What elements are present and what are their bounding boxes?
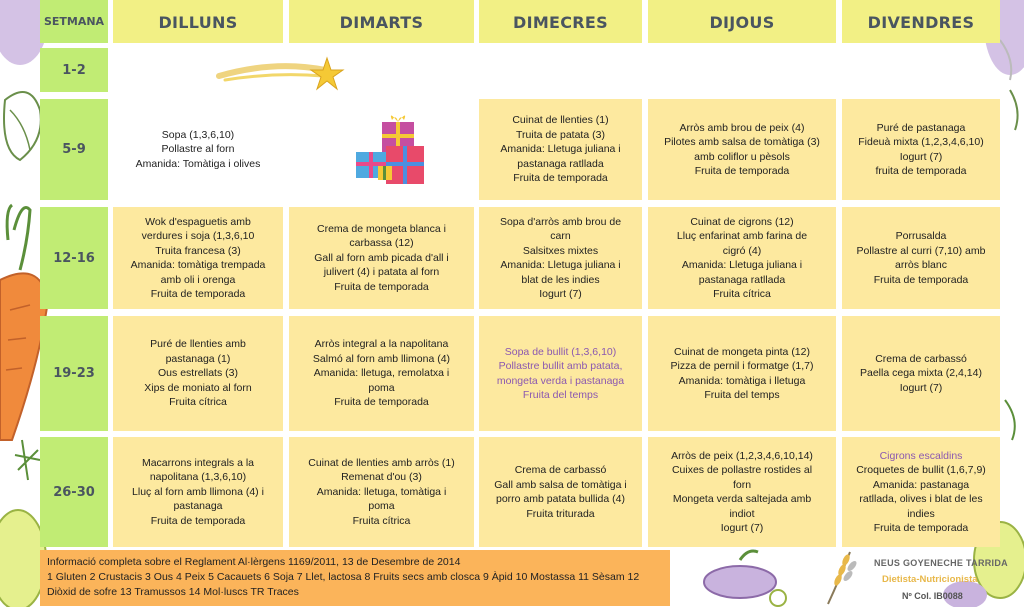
menu-line: Cigrons escaldins: [879, 449, 963, 462]
menu-line: ratllada, olives i blat de les: [859, 493, 983, 505]
menu-line: Truita francesa (3): [155, 244, 241, 257]
day-header-monday: DILLUNS: [113, 0, 283, 43]
menu-line: indiot: [729, 507, 755, 520]
menu-cell: [648, 316, 836, 431]
menu-line: Fruita de temporada: [873, 273, 969, 286]
week-label: 26-30: [40, 437, 108, 547]
shooting-star-icon: [215, 50, 345, 100]
menu-line: Amanida: tomàtiga i lletuga: [678, 374, 806, 387]
menu-line: Cuinat de mongeta pinta (12): [673, 345, 810, 358]
menu-line: Fruita de temporada: [334, 396, 429, 409]
menu-line: Fruita cítrica: [713, 288, 771, 300]
menu-line: Crema de mongeta blanca i: [317, 222, 446, 235]
menu-line: Fruita triturada: [526, 507, 595, 520]
menu-line: Fruita de temporada: [873, 522, 969, 534]
menu-line: Fruita de temporada: [694, 165, 790, 177]
menu-line: Amanida: lletuga, remolatxa i: [313, 367, 450, 380]
menu-line: Fruita de temporada: [334, 280, 429, 293]
menu-line: Lluç al forn amb llimona (4) i: [132, 485, 264, 498]
menu-line: Lluç enfarinat amb farina de: [676, 230, 808, 242]
menu-line: Macarrons integrals a la: [141, 456, 255, 469]
menu-line: pastanaga ratllada: [698, 273, 786, 286]
menu-line: blat de les indies: [521, 273, 600, 286]
menu-line: verdures i soja (1,3,6,10: [141, 230, 255, 242]
menu-cell: [479, 316, 642, 431]
menu-line: Iogurt (7): [899, 150, 943, 163]
menu-line: Paella cega mixta (2,4,14): [860, 367, 982, 380]
menu-line: Sopa d'arròs amb brou de: [499, 215, 622, 228]
wheat-logo-icon: [820, 548, 868, 606]
menu-line: Arròs de peix (1,2,3,4,6,10,14): [671, 449, 813, 462]
menu-line: Fruita del temps: [522, 389, 599, 401]
menu-cell: [289, 437, 474, 547]
menu-line: Ous estrellats (3): [158, 367, 238, 380]
menu-line: napolitana (1,3,6,10): [149, 471, 247, 484]
day-header-tuesday: DIMARTS: [289, 0, 474, 43]
menu-line: Gall amb salsa de tomàtiga i: [494, 478, 627, 491]
dietitian-license: Nº Col. IB0088: [902, 591, 963, 601]
menu-cell: [648, 99, 836, 200]
menu-cell: [842, 207, 1000, 309]
day-header-friday: DIVENDRES: [842, 0, 1000, 43]
menu-cell: [842, 316, 1000, 431]
menu-line: Amanida: tomàtiga trempada: [130, 259, 266, 271]
menu-cell: [479, 437, 642, 547]
menu-line: Fideuà mixta (1,2,3,4,6,10): [858, 136, 984, 148]
allergen-legend: [40, 550, 670, 606]
day-header-wednesday: DIMECRES: [479, 0, 642, 43]
week-label: 5-9: [40, 99, 108, 200]
menu-line: Amanida: Lletuga juliana i: [681, 259, 803, 271]
menu-line: poma: [368, 500, 395, 513]
menu-line: Cuinat de cigrons (12): [690, 215, 794, 228]
allergen-regulation-text: Informació completa sobre el Reglament Al·lèrgens 1169/2011, 13 de Desembre de 2014: [47, 556, 461, 568]
menu-line: Pollastre al curri (7,10) amb: [856, 244, 986, 257]
menu-line: amb oli i orenga: [160, 273, 236, 286]
week-label: 19-23: [40, 316, 108, 431]
menu-line: Cuinat de llenties amb arròs (1): [308, 456, 455, 469]
menu-line: Xips de moniato al forn: [144, 381, 252, 394]
menu-line: porro amb patata bullida (4): [496, 493, 625, 505]
menu-line: Iogurt (7): [720, 522, 764, 534]
menu-line: arròs blanc: [895, 259, 947, 271]
menu-line: Pilotes amb salsa de tomàtiga (3): [664, 136, 820, 148]
menu-line: Crema de carbassó: [514, 464, 607, 476]
menu-line: Amanida: Lletuga juliana i: [500, 259, 621, 271]
menu-line: pastanaga (1): [165, 352, 231, 365]
menu-line: Amanida: Lletuga juliana i: [500, 143, 621, 156]
menu-cell: [289, 207, 474, 309]
menu-cell: [842, 437, 1000, 547]
menu-cell: [648, 437, 836, 547]
menu-line: Sopa (1,3,6,10): [161, 128, 235, 141]
menu-line: Truita de patata (3): [516, 128, 605, 141]
menu-line: Puré de pastanaga: [876, 121, 966, 134]
week-column-header: SETMANA: [40, 0, 108, 43]
menu-line: julivert (4) i patata al forn: [323, 266, 440, 279]
menu-line: Fruita cítrica: [169, 396, 227, 409]
menu-line: Iogurt (7): [899, 381, 943, 394]
menu-line: amb coliflor u pèsols: [694, 150, 790, 163]
dietitian-signature: [832, 548, 1022, 606]
menu-line: Fruita cítrica: [352, 514, 411, 527]
allergen-list-text: Diòxid de sofre 13 Tramussos 14 Mol·luscs TR Traces: [47, 586, 299, 598]
menu-cell: [113, 316, 283, 431]
menu-line: Cuixes de pollastre rostides al: [671, 464, 813, 476]
menu-line: Salsitxes mixtes: [522, 244, 599, 257]
menu-line: cigró (4): [722, 244, 762, 257]
menu-cell: [113, 99, 283, 200]
menu-line: Pizza de pernil i formatge (1,7): [670, 360, 814, 372]
menu-line: Porrusalda: [895, 230, 947, 242]
menu-line: Wok d'espaguetis amb: [145, 215, 251, 228]
menu-line: Salmó al forn amb llimona (4): [312, 352, 451, 365]
menu-line: Iogurt (7): [539, 288, 582, 300]
menu-cell: [479, 99, 642, 200]
menu-line: Arròs amb brou de peix (4): [679, 121, 805, 134]
menu-line: Arròs integral a la napolitana: [314, 338, 449, 351]
allergen-list-text: 1 Gluten 2 Crustacis 3 Ous 4 Peix 5 Cacauets 6 Soja 7 Llet, lactosa 8 Fruits secs amb closca 9 Àpid 10 Mostassa 11 Sèsam 12: [47, 571, 640, 583]
menu-line: Pollastre bullit amb patata,: [498, 360, 623, 372]
menu-cell: [113, 437, 283, 547]
menu-line: fruita de temporada: [875, 165, 967, 177]
menu-line: Remenat d'ou (3): [341, 471, 422, 484]
day-header-thursday: DIJOUS: [648, 0, 836, 43]
menu-line: Fruita de temporada: [150, 288, 246, 300]
menu-line: pastanaga ratllada: [517, 157, 604, 170]
menu-line: Fruita de temporada: [150, 514, 246, 527]
week-label: 12-16: [40, 207, 108, 309]
gifts-icon: [352, 110, 437, 190]
menu-line: Amanida: Tomàtiga i olives: [135, 157, 261, 170]
menu-cell: [479, 207, 642, 309]
menu-line: mongeta verda i pastanaga: [496, 374, 625, 387]
menu-cell: [842, 99, 1000, 200]
menu-line: Cuinat de llenties (1): [512, 114, 609, 127]
menu-line: Fruita del temps: [704, 389, 780, 401]
menu-line: Croquetes de bullit (1,6,7,9): [856, 464, 986, 476]
dietitian-name: NEUS GOYENECHE TARRIDA: [874, 558, 1008, 568]
menu-line: carn: [550, 230, 571, 242]
dietitian-role: Dietista-Nutricionista: [882, 574, 978, 585]
menu-cell: [113, 207, 283, 309]
menu-line: Puré de llenties amb: [150, 338, 246, 351]
menu-cell: [289, 316, 474, 431]
menu-line: forn: [732, 478, 752, 491]
menu-line: Gall al forn amb picada d'all i: [314, 251, 449, 264]
menu-line: Mongeta verda saltejada amb: [672, 493, 812, 505]
menu-line: Amanida: lletuga, tomàtiga i: [316, 485, 447, 498]
menu-line: Crema de carbassó: [875, 352, 967, 365]
menu-line: pastanaga: [173, 500, 223, 513]
menu-line: poma: [368, 381, 395, 394]
menu-line: Sopa de bullit (1,3,6,10): [504, 345, 617, 358]
week-label: 1-2: [40, 48, 108, 92]
menu-cell: [648, 207, 836, 309]
menu-line: Pollastre al forn: [161, 143, 235, 156]
menu-line: Fruita de temporada: [513, 172, 608, 185]
menu-line: indies: [907, 507, 935, 520]
menu-line: carbassa (12): [349, 237, 414, 250]
menu-line: Amanida: pastanaga: [872, 478, 970, 491]
